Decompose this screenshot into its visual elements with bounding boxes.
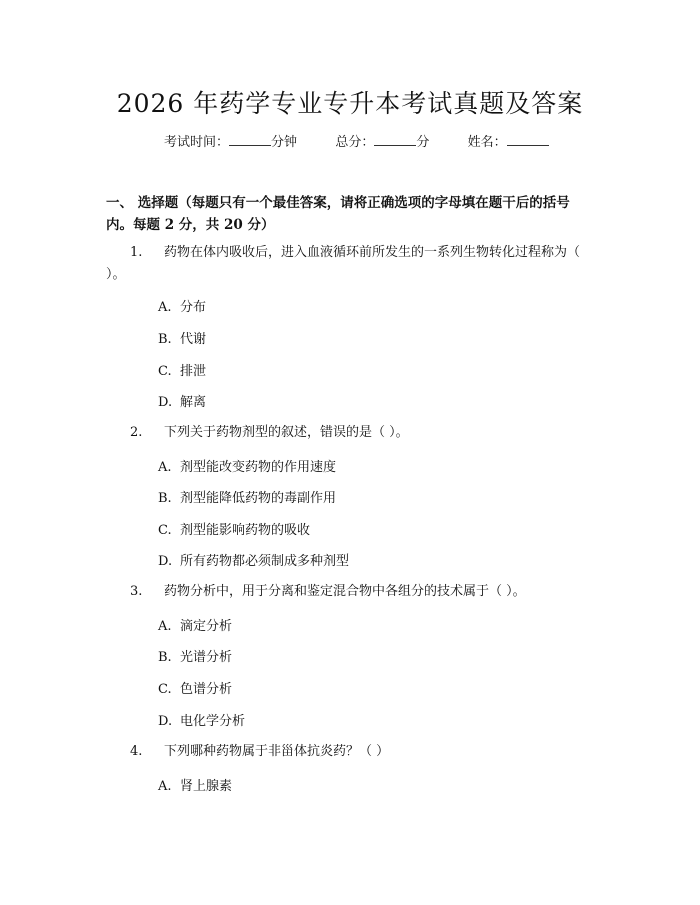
option-1b [158,328,206,347]
option-letter: B. [158,332,172,347]
question-4 [106,741,590,763]
option-text: 所有药物都必须制成多种剂型 [180,554,350,569]
option-letter: C. [158,364,172,379]
page-title: 2026 年药学专业专升本考试真题及答案 [116,89,584,118]
option-letter: A. [158,460,172,475]
option-3c [158,678,232,697]
option-2c [158,519,310,538]
option-4a [158,775,232,794]
option-text: 剂型能降低药物的毒副作用 [180,491,337,506]
option-text: 解离 [180,395,207,410]
option-1c [158,360,206,379]
option-text: 剂型能改变药物的作用速度 [180,460,337,475]
option-2b [158,487,336,506]
score-label: 总分： [335,135,375,150]
option-letter: B. [158,650,172,665]
question-2 [106,422,590,444]
exam-info-line [164,131,584,150]
question-text: 下列关于药物剂型的叙述，错误的是（ ）。 [164,425,409,440]
question-3 [106,581,590,603]
name-label: 姓名： [467,135,507,150]
name-blank [507,132,549,146]
section-heading: 一、 选择题（每题只有一个最佳答案，请将正确选项的字母填在题干后的括号内。每题 2 分，共 20 分） [106,195,570,233]
time-label: 考试时间： [164,135,230,150]
option-letter: D. [158,395,173,410]
option-letter: B. [158,491,172,506]
option-text: 剂型能影响药物的吸收 [180,523,311,538]
option-letter: D. [158,714,173,729]
option-text: 色谱分析 [180,682,233,697]
option-text: 肾上腺素 [180,779,233,794]
question-number: 1. [130,245,143,260]
question-1 [106,242,590,286]
option-letter: A. [158,300,172,315]
option-3a [158,615,232,634]
option-text: 分布 [180,300,207,315]
option-text: 排泄 [180,364,207,379]
option-3b [158,646,232,665]
question-number: 4. [130,744,143,759]
option-letter: C. [158,682,172,697]
question-text: 下列哪种药物属于非甾体抗炎药？（ ） [164,744,390,759]
question-text: 药物分析中，用于分离和鉴定混合物中各组分的技术属于（ ）。 [164,584,526,599]
question-number: 3. [130,584,143,599]
option-3d [158,710,245,729]
option-letter: C. [158,523,172,538]
option-text: 代谢 [180,332,207,347]
question-number: 2. [130,425,143,440]
time-unit: 分钟 [271,135,298,150]
question-text: 药物在体内吸收后，进入血液循环前所发生的一系列生物转化过程称为（ ）。 [106,245,581,282]
option-text: 光谱分析 [180,650,233,665]
option-text: 滴定分析 [180,619,233,634]
option-letter: A. [158,779,172,794]
option-text: 电化学分析 [180,714,246,729]
option-2a [158,456,336,475]
score-unit: 分 [416,135,430,150]
option-2d [158,550,349,569]
option-1a [158,296,206,315]
option-letter: A. [158,619,172,634]
option-letter: D. [158,554,173,569]
score-blank [374,132,416,146]
option-1d [158,391,206,410]
time-blank [229,132,271,146]
